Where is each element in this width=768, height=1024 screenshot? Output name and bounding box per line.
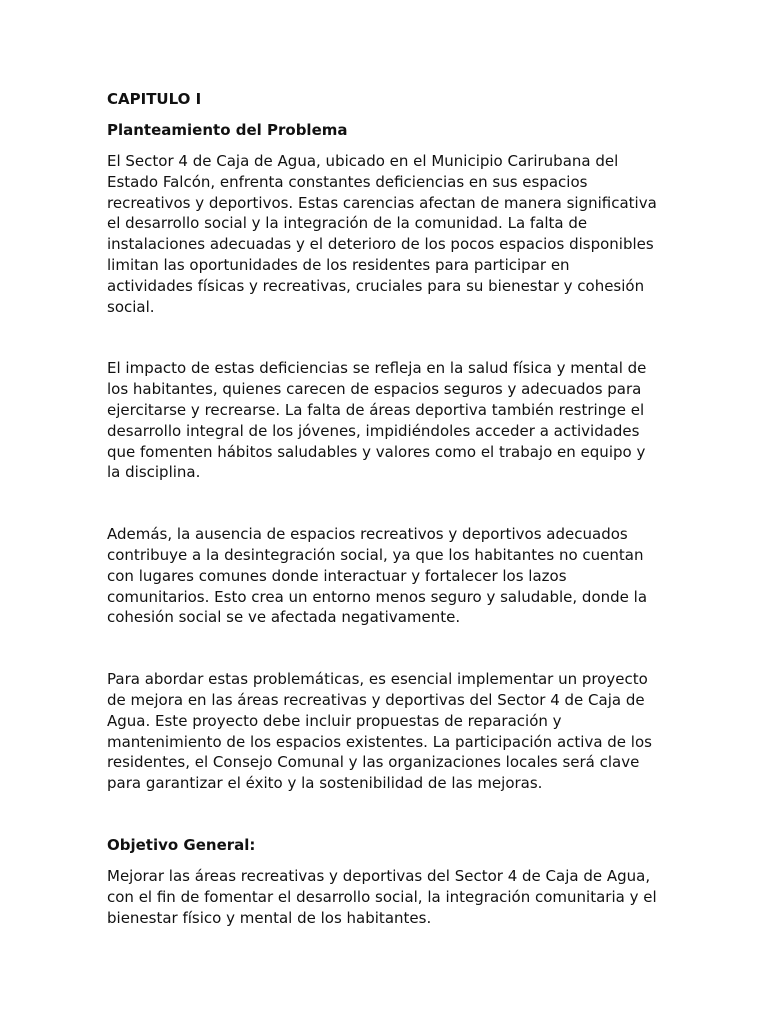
paragraph-gap <box>107 483 667 524</box>
paragraph: Para abordar estas problemáticas, es esencial implementar un proyecto de mejora en las áreas recreativas y deportivas del Sector 4 de Caja de Agua. Este proyecto debe incluir propuestas de reparación y mantenimiento de los espacios existentes. La participación activa de los residentes, el Consejo Comunal y las organizaciones locales será clave para garantizar el éxito y la sostenibilidad de las mejoras. <box>107 670 652 793</box>
document-page <box>107 89 667 928</box>
paragraph-gap <box>107 628 667 669</box>
paragraph: El Sector 4 de Caja de Agua, ubicado en el Municipio Carirubana del Estado Falcón, enfrenta constantes deficiencias en sus espacios recreativos y deportivos. Estas carencias afectan de manera significativa el desarrollo social y la integración de la comunidad. La falta de instalaciones adecuadas y el deterioro de los pocos espacios disponibles limitan las oportunidades de los residentes para participar en actividades físicas y recreativas, cruciales para su bienestar y cohesión social. <box>107 152 657 316</box>
paragraph: Además, la ausencia de espacios recreativos y deportivos adecuados contribuye a la desintegración social, ya que los habitantes no cuentan con lugares comunes donde interactuar y fortalecer los lazos comunitarios. Esto crea un entorno menos seguro y saludable, donde la cohesión social se ve afectada negativamente. <box>107 525 648 627</box>
paragraph: El impacto de estas deficiencias se refleja en la salud física y mental de los habitantes, quienes carecen de espacios seguros y adecuados para ejercitarse y recrearse. La falta de áreas deportiva también restringe el desarrollo integral de los jóvenes, impidiéndoles acceder a actividades que fomenten hábitos saludables y valores como el trabajo en equipo y la disciplina. <box>107 359 647 482</box>
objective-title: Objetivo General: <box>107 835 256 854</box>
paragraph-gap <box>107 794 667 835</box>
chapter-title: CAPITULO I <box>107 90 202 108</box>
objective-text: Mejorar las áreas recreativas y deportivas del Sector 4 de Caja de Agua, con el fin de fomentar el desarrollo social, la integración comunitaria y el bienestar físico y mental de los habitantes. <box>107 866 657 927</box>
paragraph-gap <box>107 317 667 358</box>
section-title: Planteamiento del Problema <box>107 121 348 139</box>
